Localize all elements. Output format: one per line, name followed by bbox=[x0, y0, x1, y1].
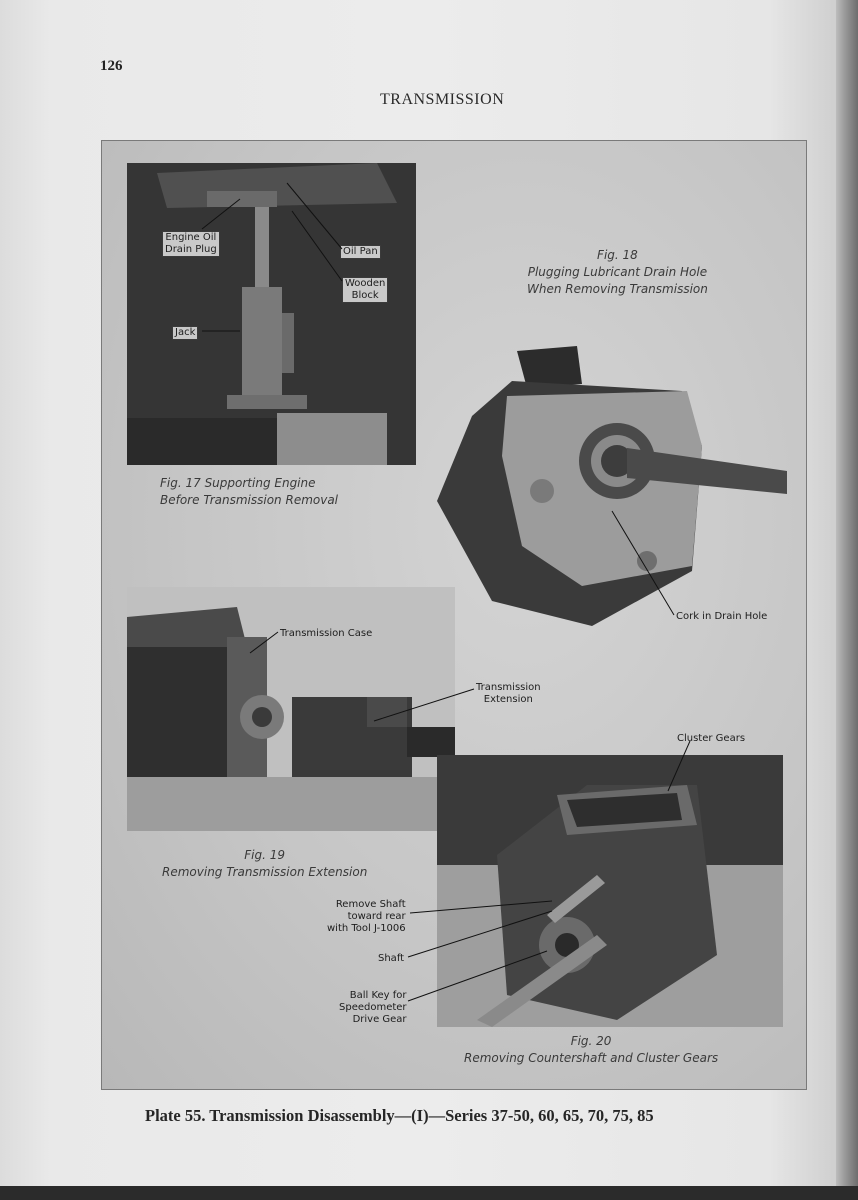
fig18-caption: Fig. 18 Plugging Lubricant Drain Hole When Removing Transmission bbox=[527, 248, 708, 296]
fig17-label-jack: Jack bbox=[172, 326, 198, 340]
fig17-label-wooden-block: Wooden Block bbox=[342, 277, 388, 303]
fig20-caption: Fig. 20 Removing Countershaft and Cluster Gears bbox=[464, 1034, 719, 1065]
page-edge bbox=[836, 0, 858, 1186]
bottom-shadow bbox=[0, 1186, 858, 1200]
fig20-label-remove-shaft: Remove Shaft toward rear with Tool J-1006 bbox=[327, 899, 406, 934]
fig20-label-ball-key: Ball Key for Speedometer Drive Gear bbox=[339, 990, 407, 1025]
fig20-label-cluster: Cluster Gears bbox=[677, 733, 746, 744]
fig20-label-shaft: Shaft bbox=[378, 953, 405, 964]
fig18-label-cork: Cork in Drain Hole bbox=[676, 611, 768, 622]
running-head: TRANSMISSION bbox=[380, 91, 505, 108]
fig17-label-oil-pan: Oil Pan bbox=[340, 245, 381, 259]
fig17-photo bbox=[127, 163, 416, 465]
fig17-caption: Fig. 17 Supporting Engine Before Transmission Removal bbox=[160, 476, 339, 507]
fig19-caption: Fig. 19 Removing Transmission Extension bbox=[162, 848, 368, 879]
fig19-label-extension: Transmission Extension bbox=[476, 682, 541, 705]
fig18-photo bbox=[432, 336, 792, 636]
plate-panel bbox=[101, 140, 807, 1090]
plate-title: Plate 55. Transmission Disassembly—(I)—Series 37-50, 60, 65, 70, 75, 85 bbox=[145, 1106, 654, 1125]
fig17-label-drain-plug: Engine Oil Drain Plug bbox=[162, 231, 220, 257]
fig19-photo bbox=[127, 587, 455, 831]
page-number: 126 bbox=[100, 58, 123, 74]
fig20-photo bbox=[437, 755, 783, 1027]
fig19-label-case: Transmission Case bbox=[280, 628, 373, 639]
